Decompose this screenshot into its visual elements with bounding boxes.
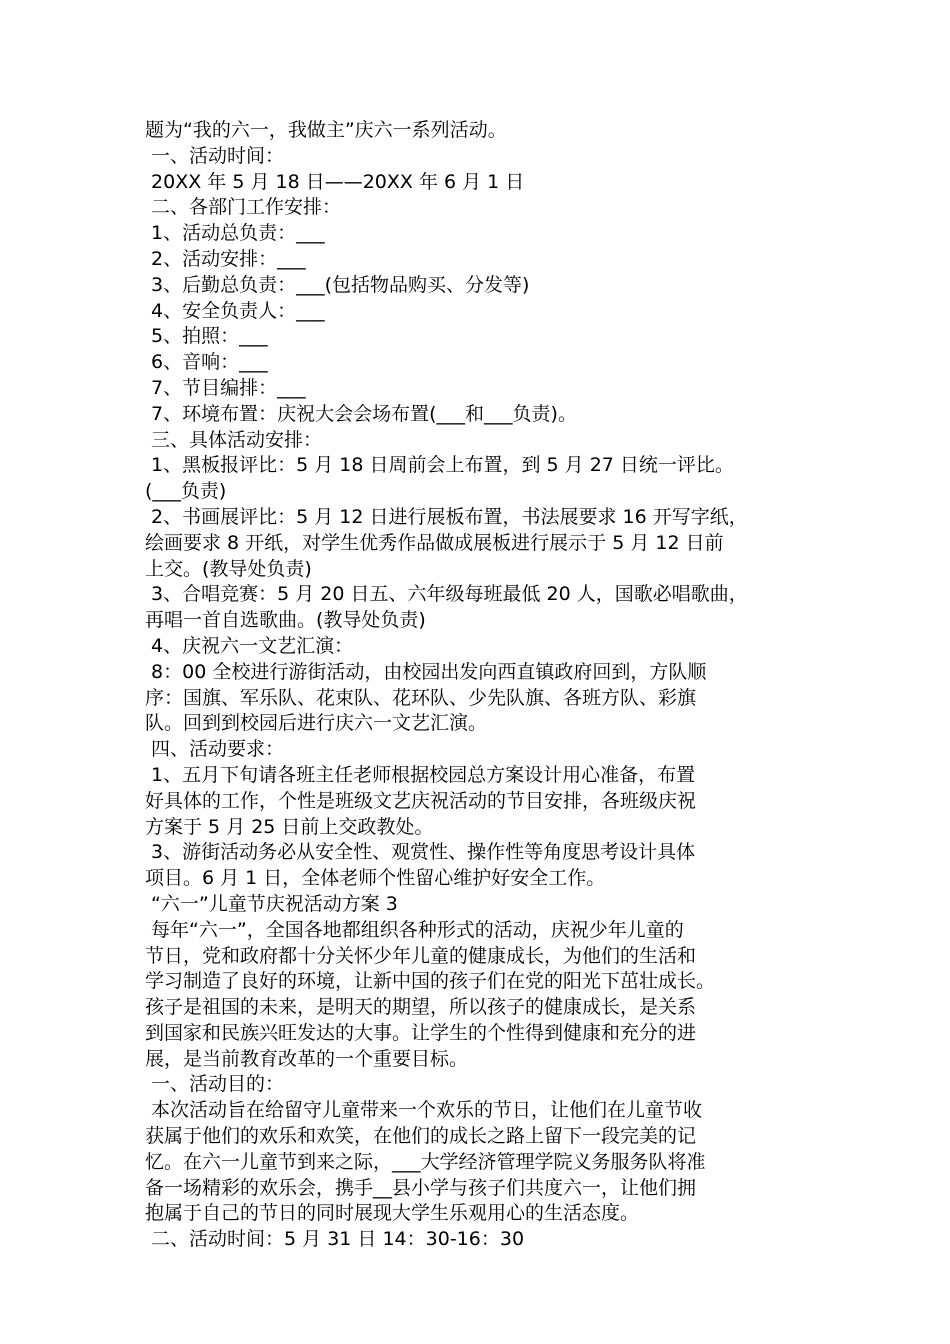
text-line: 6、音响：___ [145,351,268,374]
text-line: 每年“六一”，全国各地都组织各种形式的活动，庆祝少年儿童的 [145,918,684,941]
text-line: (___负责) [145,480,227,503]
text-line: 一、活动目的： [145,1073,285,1096]
text-line: 4、庆祝六一文艺汇演： [145,634,354,657]
text-line: 2、书画展评比：5 月 12 日进行展板布置，书法展要求 16 开写字纸， [145,505,748,528]
text-line: 7、环境布置：庆祝大会会场布置(___和___负责)。 [145,402,577,425]
text-line: 方案于 5 月 25 日前上交政教处。 [145,815,434,838]
text-line: 到国家和民族兴旺发达的大事。让学生的个性得到健康和充分的进 [145,1021,697,1044]
text-line: 1、五月下旬请各班主任老师根据校园总方案设计用心准备，布置 [145,763,696,786]
text-line: 上交。(教导处负责) [145,557,312,580]
text-line: 再唱一首自选歌曲。(教导处负责) [145,609,426,632]
text-line: 四、活动要求： [145,738,285,761]
text-line: 题为“我的六一，我做主”庆六一系列活动。 [145,119,507,141]
text-line: 获属于他们的欢乐和欢笑，在他们的成长之路上留下一段完美的记 [145,1125,697,1148]
text-line: 3、游街活动务必从安全性、观赏性、操作性等角度思考设计具体 [145,841,696,864]
text-line: 抱属于自己的节日的同时展现大学生乐观用心的生活态度。 [145,1202,640,1225]
text-line: 2、活动安排：___ [145,247,306,270]
document-body [145,118,825,1253]
text-line: 忆。在六一儿童节到来之际，___大学经济管理学院义务服务队将准 [145,1150,706,1173]
text-line: 1、黑板报评比：5 月 18 日周前会上布置，到 5 月 27 日统一评比。 [145,454,734,477]
text-line: 二、各部门工作安排： [145,196,342,219]
text-line: 序：国旗、军乐队、花束队、花环队、少先队旗、各班方队、彩旗 [145,686,697,709]
text-line: 本次活动旨在给留守儿童带来一个欢乐的节日，让他们在儿童节收 [145,1099,703,1122]
text-line: 备一场精彩的欢乐会，携手__县小学与孩子们共度六一，让他们拥 [145,1176,697,1199]
text-line: 20XX 年 5 月 18 日——20XX 年 6 月 1 日 [145,170,525,193]
text-line: 二、活动时间：5 月 31 日 14：30-16：30 [145,1228,525,1251]
text-line: 7、节目编排：___ [145,376,306,399]
text-line: 展，是当前教育改革的一个重要目标。 [145,1047,469,1070]
text-line: 8：00 全校进行游街活动，由校园出发向西直镇政府回到，方队顺 [145,660,707,683]
text-line: 节日，党和政府都十分关怀少年儿童的健康成长，为他们的生活和 [145,944,697,967]
text-line: 好具体的工作，个性是班级文艺庆祝活动的节目安排，各班级庆祝 [145,789,697,812]
text-line: 队。回到到校园后进行庆六一文艺汇演。 [145,712,488,735]
text-line: 孩子是祖国的未来，是明天的期望，所以孩子的健康成长，是关系 [145,996,697,1019]
text-line: 1、活动总负责：___ [145,222,325,245]
text-line: 绘画要求 8 开纸，对学生优秀作品做成展板进行展示于 5 月 12 日前 [145,531,724,554]
text-line: 3、后勤总负责：___(包括物品购买、分发等) [145,273,530,296]
text-line: 4、安全负责人：___ [145,299,325,322]
text-line: 三、具体活动安排： [145,428,323,451]
text-line: 5、拍照：___ [145,325,268,348]
text-line: 一、活动时间： [145,144,285,167]
text-line: 学习制造了良好的环境，让新中国的孩子们在党的阳光下茁壮成长。 [145,970,716,993]
text-line: 项目。6 月 1 日，全体老师个性留心维护好安全工作。 [145,867,606,890]
text-line: “六一”儿童节庆祝活动方案 3 [145,892,398,915]
text-line: 3、合唱竞赛：5 月 20 日五、六年级每班最低 20 人，国歌必唱歌曲， [145,583,748,606]
